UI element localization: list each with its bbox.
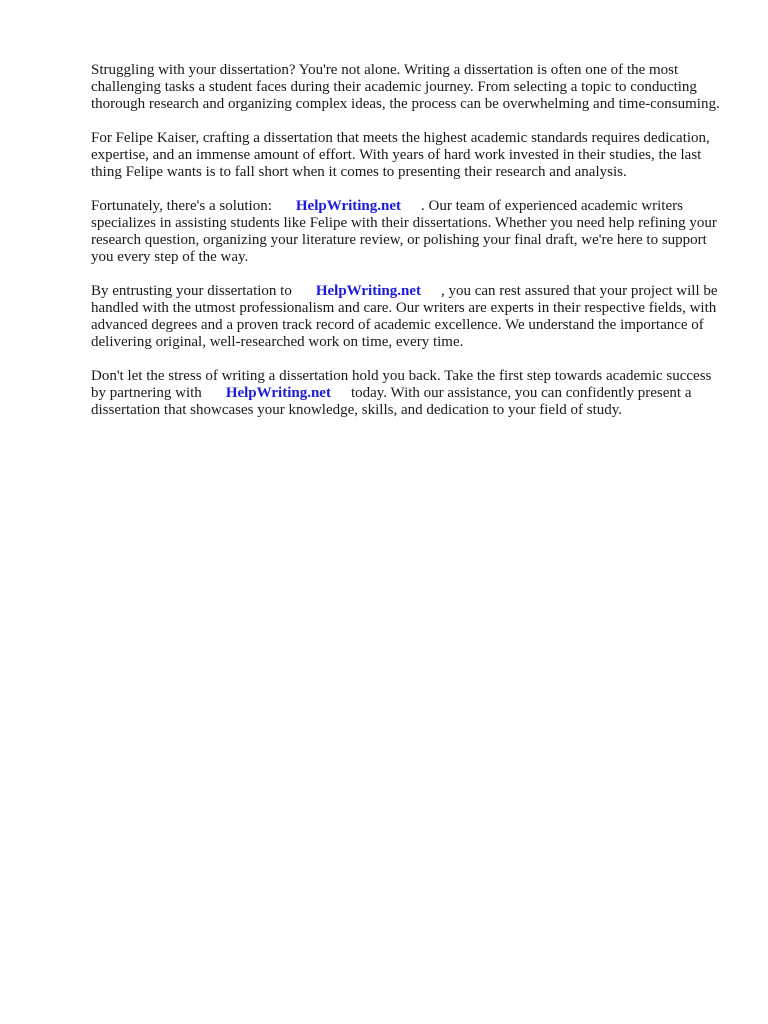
- paragraph-felipe: [91, 130, 728, 181]
- paragraph-solution: [91, 198, 728, 266]
- paragraph-felipe-text: For Felipe Kaiser, crafting a dissertation that meets the highest academic standards requires dedication, expertise, and an immense amount of effort. With years of hard work invested in their studies, the last thing Felipe wants is to fall short when it comes to presenting their research and analysis.: [91, 130, 710, 180]
- paragraph-closing-text-after: today. With our assistance, you can confidently present a dissertation that showcases your knowledge, skills, and dedication to your field of study.: [91, 385, 692, 418]
- helpwriting-link-2[interactable]: HelpWriting.net: [315, 283, 421, 299]
- paragraph-solution-text-before: Fortunately, there's a solution:: [91, 198, 272, 214]
- paragraph-intro-text: Struggling with your dissertation? You're not alone. Writing a dissertation is often one of the most challenging tasks a student faces during their academic journey. From selecting a topic to conducting thorough research and organizing complex ideas, the process can be overwhelming and time-consuming.: [91, 62, 720, 112]
- paragraph-intro: [91, 62, 728, 113]
- paragraph-entrust: [91, 283, 728, 351]
- paragraph-closing-text-before: Don't let the stress of writing a dissertation hold you back. Take the first step towards academic success by partnering with: [91, 368, 712, 401]
- helpwriting-link-3[interactable]: HelpWriting.net: [225, 385, 331, 401]
- helpwriting-link-1[interactable]: HelpWriting.net: [295, 198, 402, 214]
- paragraph-solution-text-after: . Our team of experienced academic writers specializes in assisting students like Felipe with their dissertations. Whether you need help refining your research question, organizing your literature review, or polishing your final draft, we're here to support you every step of the way.: [91, 198, 717, 265]
- paragraph-entrust-text-after: , you can rest assured that your project will be handled with the utmost professionalism and care. Our writers are experts in their respective fields, with advanced degrees and a proven track record of academic excellence. We understand the importance of delivering original, well-researched work on time, every time.: [91, 283, 718, 350]
- paragraph-entrust-text-before: By entrusting your dissertation to: [91, 283, 292, 299]
- paragraph-closing: [91, 368, 728, 419]
